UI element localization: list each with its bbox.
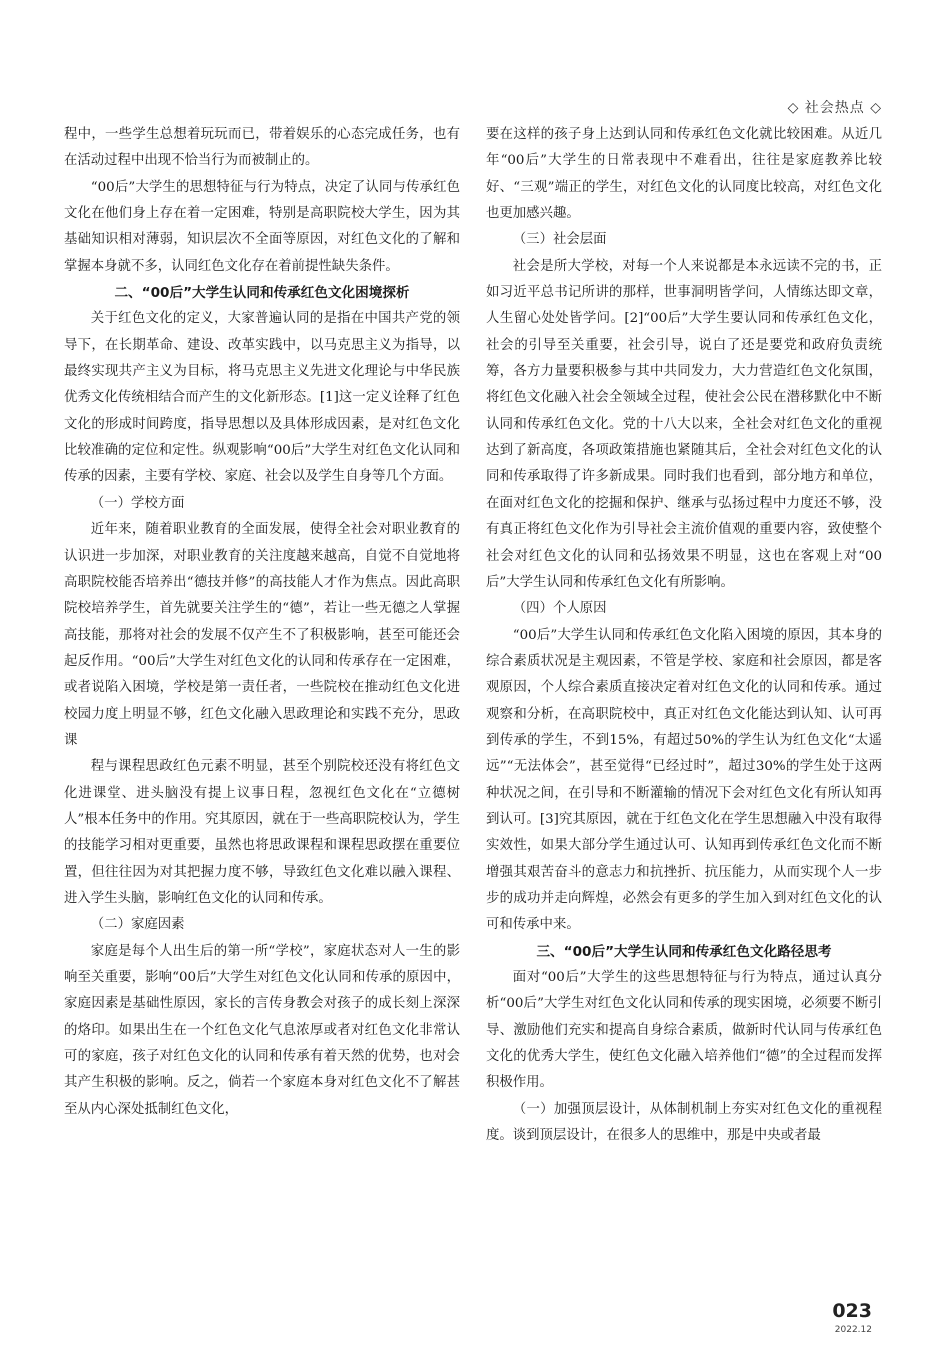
paragraph: 社会是所大学校，对每一个人来说都是本永远读不完的书，正如习近平总书记所讲的那样，世事洞明皆学问，人情练达即文章，人生留心处处皆学问。[2]“00后”大学生要认同和传承红色文化，社会的引导至关重要，社会引导，说白了还是要党和政府负责统筹，各方力量要积极参与其中共同发力，大力营造红色文化氛围，将红色文化融入社会全领域全过程，使社会公民在潜移默化中不断认同和传承红色文化。党的十八大以来，全社会对红色文化的重视达到了新高度，各项政策措施也紧随其后，全社会对红色文化的认同和传承取得了许多新成果。同时我们也看到，部分地方和单位，在面对红色文化的挖掘和保护、继承与弘扬过程中力度还不够，没有真正将红色文化作为引导社会主流价值观的重要内容，致使整个社会对红色文化的认同和弘扬效果不明显，这也在客观上对“00后”大学生认同和传承红色文化有所影响。: [486, 258, 882, 590]
page-number: 023: [832, 1300, 872, 1322]
paragraph: 近年来，随着职业教育的全面发展，使得全社会对职业教育的认识进一步加深，对职业教育的关注度越来越高，自觉不自觉地将高职院校能否培养出“德技并修”的高技能人才作为焦点。因此高职院校培养学生，首先就要关注学生的“德”，若让一些无德之人掌握高技能，那将对社会的发展不仅产生不了积极影响，甚至可能还会起反作用。“00后”大学生对红色文化的认同和传承存在一定困难，或者说陷入困境，学校是第一责任者，一些院校在推动红色文化进校园力度上明显不够，红色文化融入思政理论和实践不充分，思政课: [64, 522, 460, 748]
paragraph: （一）加强顶层设计，从体制机制上夯实对红色文化的重视程度。谈到顶层设计，在很多人的思维中，那是中央或者最: [486, 1101, 882, 1144]
paragraph: “00后”大学生的思想特征与行为特点，决定了认同与传承红色文化在他们身上存在着一定困难，特别是高职院校大学生，因为其基础知识相对薄弱，知识层次不全面等原因，对红色文化的了解和掌握本身就不多，认同红色文化存在着前提性缺失条件。: [64, 179, 460, 274]
paragraph-continued: 程中，一些学生总想着玩玩而已，带着娱乐的心态完成任务，也有在活动过程中出现不恰当行为而被制止的。: [64, 127, 460, 169]
subsection-heading: （一）学校方面: [90, 495, 185, 511]
section-heading: 三、“00后”大学生认同和传承红色文化路径思考: [536, 943, 832, 960]
issue-date: 2022.12: [834, 1325, 872, 1335]
subsection-heading: （三）社会层面: [512, 232, 607, 248]
right-column: [486, 122, 882, 1149]
paragraph: 程与课程思政红色元素不明显，甚至个别院校还没有将红色文化进课堂、进头脑没有提上议事日程，忽视红色文化在“立德树人”根本任务中的作用。究其原因，就在于一些高职院校认为，学生的技能学习相对更重要，虽然也将思政课程和课程思政摆在重要位置，但往往因为对其把握力度不够，导致红色文化难以融入课程、进入学生头脑，影响红色文化的认同和传承。: [64, 759, 460, 906]
subsection-heading: （四）个人原因: [512, 601, 607, 617]
section-heading: 二、“00后”大学生认同和传承红色文化困境探析: [114, 285, 410, 302]
paragraph: 关于红色文化的定义，大家普遍认同的是指在中国共产党的领导下，在长期革命、建设、改革实践中，以马克思主义为指导，以最终实现共产主义为目标，将马克思主义先进文化理论与中华民族优秀文化传统相结合而产生的文化新形态。[1]这一定义诠释了红色文化的形成时间跨度，指导思想以及具体形成因素，是对红色文化比较准确的定位和定性。纵观影响“00后”大学生对红色文化认同和传承的因素，主要有学校、家庭、社会以及学生自身等几个方面。: [64, 311, 460, 485]
paragraph-continued: 要在这样的孩子身上达到认同和传承红色文化就比较困难。从近几年“00后”大学生的日常表现中不难看出，往往是家庭教养比较好、“三观”端正的学生，对红色文化的认同度比较高，对红色文化也更加感兴趣。: [486, 127, 882, 222]
subsection-heading: （二）家庭因素: [90, 917, 185, 933]
paragraph: 面对“00后”大学生的这些思想特征与行为特点，通过认真分析“00后”大学生对红色文化认同和传承的现实困境，必须要不断引导、激励他们充实和提高自身综合素质，做新时代认同与传承红色文化的优秀大学生，使红色文化融入培养他们“德”的全过程而发挥积极作用。: [486, 970, 882, 1091]
left-column: [64, 122, 460, 1123]
section-tag: ◇ 社会热点 ◇: [787, 100, 882, 116]
paragraph: “00后”大学生认同和传承红色文化陷入困境的原因，其本身的综合素质状况是主观因素，不管是学校、家庭和社会原因，都是客观原因，个人综合素质直接决定着对红色文化的认同和传承。通过观察和分析，在高职院校中，真正对红色文化能达到认知、认可再到传承的学生，不到15%，有超过50%的学生认为红色文化“太遥远”“无法体会”，甚至觉得“已经过时”，超过30%的学生处于这两种状况之间，在引导和不断灌输的情况下会对红色文化有所认知再到认可。[3]究其原因，就在于红色文化在学生思想融入中没有取得实效性，如果大部分学生通过认可、认知再到传承红色文化而不断增强其艰苦奋斗的意志力和抗挫折、抗压能力，从而实现个人一步步的成功并走向辉煌，必然会有更多的学生加入到对红色文化的认可和传承中来。: [486, 627, 882, 933]
paragraph: 家庭是每个人出生后的第一所“学校”，家庭状态对人一生的影响至关重要，影响“00后”大学生对红色文化认同和传承的原因中，家庭因素是基础性原因，家长的言传身教会对孩子的成长刻上深深的烙印。如果出生在一个红色文化气息浓厚或者对红色文化非常认可的家庭，孩子对红色文化的认同和传承有着天然的优势，也对会其产生积极的影响。反之，倘若一个家庭本身对红色文化不了解甚至从内心深处抵制红色文化，: [64, 943, 460, 1117]
